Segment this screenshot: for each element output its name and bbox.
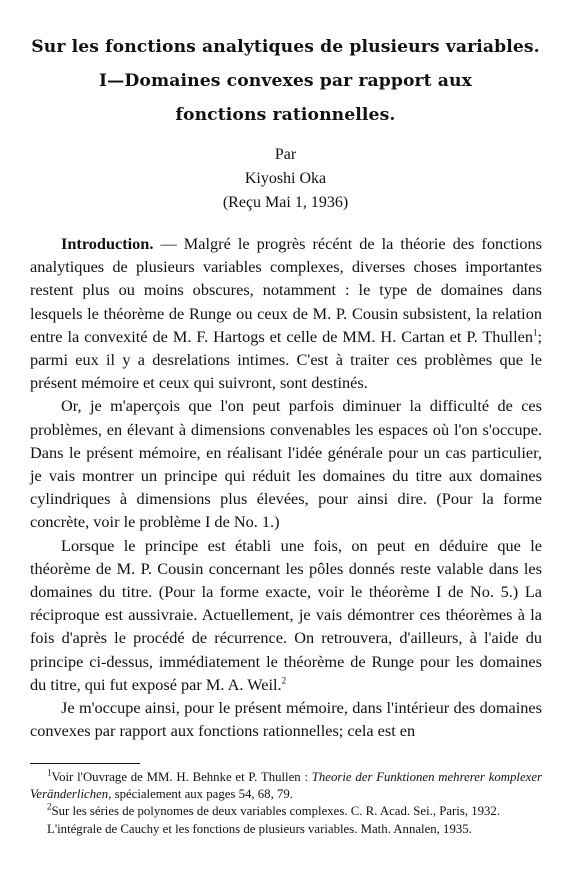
footnotes [30, 769, 542, 838]
paragraph-1-part-b: ; parmi eux il y a desrelations intimes. C'est à traiter ces problèmes que le présent mémoire et ceux qui suivront, sont destinés. [30, 326, 542, 393]
paragraph-4: Je m'occupe ainsi, pour le présent mémoire, dans l'intérieur des domaines convexes par rapport aux fonctions rationnelles; cela est en [30, 698, 542, 741]
footnote-ref-1[interactable]: 1 [532, 327, 538, 338]
paragraph-2: Or, je m'aperçois que l'on peut parfois diminuer la difficulté de ces problèmes, en élevant à dimensions convenables les espaces où l'on s'occupe. Dans le présent mémoire, en réalisant l'idée générale pour un cas particulier, je vais montrer un principe qui réduit les domaines du titre aux domaines cylindriques à dimensions plus élevées, pour ainsi dire. (Pour la forme concrète, voir le problème I de No. 1.) [30, 396, 542, 532]
footnote-3: L'intégrale de Cauchy et les fonctions de plusieurs variables. Math. Annalen, 1935. [47, 821, 472, 836]
footnote-divider [30, 763, 140, 764]
byline-par: Par [274, 146, 297, 163]
footnote-1-text-b: , spécialement aux pages 54, 68, 79. [108, 787, 293, 802]
footnote-1 [30, 769, 542, 803]
main-text [30, 232, 542, 742]
paragraph-introduction [30, 232, 542, 394]
footnote-ref-2[interactable]: 2 [281, 675, 287, 686]
footnote-1-text-a: Voir l'Ouvrage de MM. H. Behnke et P. Thullen : [51, 770, 312, 784]
title-line-1: Sur les fonctions analytiques de plusieurs variables. [31, 37, 540, 57]
paragraph-3 [30, 534, 542, 696]
footnote-1-mark: 1 [47, 767, 52, 778]
received-date: (Reçu Mai 1, 1936) [222, 194, 349, 211]
introduction-heading: Introduction. [61, 234, 154, 253]
title-line-2: I—Domaines convexes par rapport aux [99, 71, 472, 91]
footnote-2-mark: 2 [47, 802, 52, 813]
footnote-2 [30, 803, 542, 820]
author-name: Kiyoshi Oka [244, 170, 327, 187]
title-line-3: fonctions rationnelles. [175, 105, 396, 125]
paragraph-3-text: Lorsque le principe est établi une fois, on peut en déduire que le théorème de M. P. Cousin concernant les pôles donnés reste valable dans les domaines du titre. (Pour la forme exacte, voir le théorème I de No. 5.) La réciproque est aussivraie. Actuellement, je vais démontrer ces théorèmes à la fois d'après le procédé de récurrence. On retrouvera, d'ailleurs, à l'aide du principe ci-dessus, immédiatement le théorème de Runge pour les domaines du titre, qui fut exposé par M. A. Weil. [30, 535, 542, 694]
footnote-1-book-title: Theorie der Funktionen mehrerer komplexer Veränderlichen [30, 770, 542, 802]
footnote-2-text: Sur les séries de polynomes de deux variables complexes. C. R. Acad. Sei., Paris, 1932. [51, 804, 501, 819]
paragraph-1-part-a: — Malgré le progrès récént de la théorie des fonctions analytiques de plusieurs variables complexes, diverses choses importantes restent plus ou moins obscures, notamment : le type de domaines dans lesquels le théorème de Runge ou ceux de M. P. Cousin subsistent, la relation entre la convexité de M. F. Hartogs et celle de MM. H. Cartan et P. Thullen [30, 234, 542, 346]
